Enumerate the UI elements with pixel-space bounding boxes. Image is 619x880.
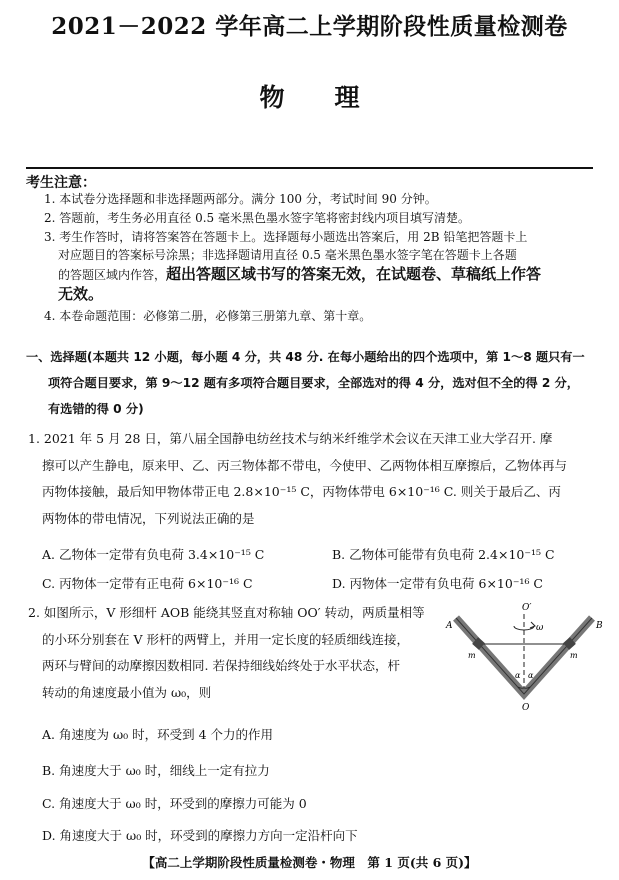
notice-item-3-cont: 对应题目的答案标号涂黑；非选择题请用直径 0.5 毫米黑色墨水签字笔在答题卡上各题 (58, 248, 517, 262)
label-m-left: m (468, 651, 476, 660)
label-omega: ω (536, 623, 544, 633)
notice-item-3-cont2 (58, 266, 598, 284)
question-2-option-b: B. 角速度大于 ω₀ 时，细线上一定有拉力 (42, 763, 270, 778)
subject-char-2: 理 (334, 83, 360, 112)
page-footer: 【高二上学期阶段性质量检测卷・物理 第 1 页(共 6 页)】 (142, 855, 477, 870)
notice-emphasis-end: 无效。 (58, 285, 104, 303)
notice-item-2: 2. 答题前，考生务必用直径 0.5 毫米黑色墨水签字笔将密封线内项目填写清楚。 (44, 211, 470, 225)
question-1-stem: 1. 2021 年 5 月 28 日，第八届全国静电纺丝技术与纳米纤维学术会议在天津工业大学召开. 摩 擦可以产生静电，原来甲、乙、丙三物体都不带电，今使甲、乙两物体相互摩擦后，乙物体再与 丙物体接触，最后知甲物体带正电 2.8×10⁻¹⁵ C，丙物体带电 6×10⁻¹⁶ C. 则关于最后乙、丙 两物体的带电情况，下列说法正确的是 (28, 431, 568, 526)
question-2-option-d: D. 角速度大于 ω₀ 时，环受到的摩擦力方向一定沿杆向下 (42, 828, 358, 843)
label-alpha-right: α (528, 671, 534, 680)
notice-item-4: 4. 本卷命题范围：必修第二册，必修第三册第九章、第十章。 (44, 309, 372, 323)
label-o-prime: O′ (522, 603, 532, 613)
question-2-stem: 2. 如图所示，V 形细杆 AOB 能绕其竖直对称轴 OO′ 转动，两质量相等 的小环分别套在 V 形杆的两臂上，并用一定长度的轻质细线连接， 两环与臂间的动摩擦因数相同. 若保持细线始终处于水平状态，杆 转动的角速度最小值为 ω₀，则 (28, 605, 425, 700)
header-divider (26, 167, 593, 169)
label-o: O (522, 703, 530, 712)
subject-char-1: 物 (259, 83, 285, 112)
label-alpha-left: α (515, 671, 521, 680)
notice-item-3-tail: 的答题区域内作答， (58, 268, 167, 282)
subject-title (0, 78, 619, 114)
notice-item-1: 1. 本试卷分选择题和非选择题两部分。满分 100 分，考试时间 90 分钟。 (44, 192, 437, 206)
question-1-option-a: A. 乙物体一定带有负电荷 3.4×10⁻¹⁵ C (42, 547, 265, 562)
question-1-option-b: B. 乙物体可能带有负电荷 2.4×10⁻¹⁵ C (332, 547, 555, 562)
question-1-option-d: D. 丙物体一定带有负电荷 6×10⁻¹⁶ C (332, 576, 543, 591)
question-1-option-c: C. 丙物体一定带有正电荷 6×10⁻¹⁶ C (42, 576, 253, 591)
notice-emphasis: 超出答题区域书写的答案无效，在试题卷、草稿纸上作答 (166, 265, 542, 283)
notice-heading: 考生注意： (26, 175, 96, 191)
label-m-right: m (570, 651, 578, 660)
v-rod-figure (438, 600, 606, 712)
label-b: B (596, 621, 603, 631)
notice-item-3: 3. 考生作答时，请将答案答在答题卡上。选择题每小题选出答案后，用 2B 铅笔把答题卡上 (44, 230, 528, 244)
exam-title: 2021－2022 学年高二上学期阶段性质量检测卷 (51, 13, 568, 40)
question-2-option-c: C. 角速度大于 ω₀ 时，环受到的摩擦力可能为 0 (42, 796, 307, 811)
label-a: A (446, 621, 453, 631)
question-2-option-a: A. 角速度为 ω₀ 时，环受到 4 个力的作用 (42, 727, 274, 742)
section-1-heading: 一、选择题(本题共 12 小题，每小题 4 分，共 48 分. 在每小题给出的四个选项中，第 1～8 题只有一 项符合题目要求，第 9～12 题有多项符合题目要求，全部选对的得 4 分，选对但不全的得 2 分， 有选错的得 0 分) (26, 350, 585, 416)
